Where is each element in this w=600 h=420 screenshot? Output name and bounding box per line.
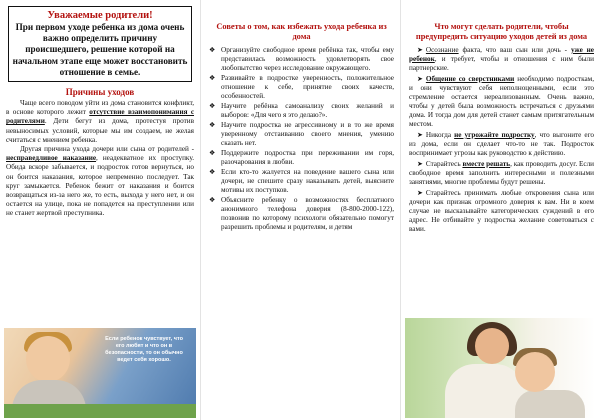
diamond-bullet-icon: ❖ <box>209 121 216 129</box>
tips-list <box>209 46 394 232</box>
prevention-title: Что могут сделать родители, чтобы предупредить ситуацию уходов детей из дома <box>415 22 588 41</box>
arrow-bullet-icon: ➤ <box>417 75 423 83</box>
diamond-bullet-icon: ❖ <box>209 149 216 157</box>
reasons-title: Причины уходов <box>65 87 135 98</box>
reasons-paragraph-1: Чаще всего поводом уйти из дома становится конфликт, в основе которого лежит отсутствие взаимопонимания с родителями. Дети бегут из дома, протестуя против невыносимых условий, которые мы им создаем, не желая считаться с мнением ребенка. <box>6 99 195 144</box>
boy-photo <box>4 328 196 418</box>
list-item: ➤ Осознание факта, что ваш сын или дочь - уже не ребенок, и требует, чтобы и отношения с ним были партнерские. <box>409 46 594 72</box>
list-item: ➤ Старайтесь вместе решать, как проводить досуг. Если свободное время заполнить интересными и полезными занятиями, многие проблемы будут решены. <box>409 160 595 186</box>
list-item: ➤ Никогда не угрожайте подростку, что выгоните его из дома, если он сделает что-то не так. Подросток воспринимает угрозы как руководство к действию. <box>409 131 594 157</box>
reasons-paragraph-2: Другая причина ухода дочери или сына от родителей - несправедливое наказание, неадекватное их проступку. Обида вскоре забывается, и подросток готов вернуться, но он боится наказания, которое непременно последует. Так круг замыкается. Ребенок бежит от наказания и боится возвращаться из-за него же, то есть, выхода у него нет, и он остается на улице, пока не попадется на преступлении или не станет жертвой преступника. <box>6 145 194 218</box>
list-item: ❖ Организуйте свободное время ребёнка так, чтобы ему представилась возможность удовлетворять свое любопытство через исследование окружающего. <box>209 46 394 72</box>
mother-child-photo <box>405 318 595 418</box>
list-item: ❖ Поддержите подростка при переживании им горя, разочарования в любви. <box>209 149 394 166</box>
tips-title: Советы о том, как избежать ухода ребенка из дома <box>216 22 387 41</box>
intro-box <box>8 6 192 82</box>
photo-caption: Если ребенок чувствует, что его любят и что он в безопасности, то он обычно ведет себя хорошо. <box>105 336 183 363</box>
list-item: ➤ Общение со сверстниками необходимо подросткам, и они чувствуют себя неполноценными, если это стремление остается нереализованным. Очень важно, чтобы у детей была возможность встречаться с друзьями дома. И тогда дом для детей станет самым притягательным местом. <box>409 75 594 128</box>
diamond-bullet-icon: ❖ <box>209 46 216 54</box>
column-right <box>400 0 600 420</box>
arrow-bullet-icon: ➤ <box>417 46 423 54</box>
diamond-bullet-icon: ❖ <box>209 196 216 204</box>
list-item: ❖ Научите ребёнка самоанализу своих желаний и выборов: «Для чего я это делаю?». <box>209 102 394 119</box>
arrow-bullet-icon: ➤ <box>417 189 423 197</box>
diamond-bullet-icon: ❖ <box>209 168 216 176</box>
prevention-list <box>409 46 594 234</box>
list-item: ❖ Объясните ребенку о возможностях бесплатного анонимного телефона доверия (8-800-2000-122), позвонив по которому психологи обязательно помогут разрешить проблемы и родителям, и детям <box>209 196 394 231</box>
arrow-bullet-icon: ➤ <box>417 160 423 168</box>
list-item: ❖ Научите подростка не агрессивному и в то же время уверенному отстаиванию своего мнения, умению сказать нет. <box>209 121 394 147</box>
diamond-bullet-icon: ❖ <box>209 102 216 110</box>
arrow-bullet-icon: ➤ <box>417 131 423 139</box>
intro-box-title: Уважаемые родители! <box>47 10 153 21</box>
list-item: ❖ Развивайте в подростке уверенность, положительное отношение к себе, принятие своих качеств, особенностей. <box>209 74 394 100</box>
intro-box-text: При первом уходе ребенка из дома очень важно определить причину происшедшего, решение которой на начальном этапе еще может восстановить отношение в семье. <box>12 22 188 77</box>
list-item: ➤ Старайтесь принимать любые откровения сына или дочери как признак огромного доверия к вам. Ни в коем случае не высказывайте категорических суждений в его адрес. Не отбивайте у подростка желание советоваться с вами. <box>409 189 594 233</box>
column-left <box>0 0 200 420</box>
list-item: ❖ Если кто-то жалуется на поведение вашего сына или дочери, не спешите сразу наказывать детей, выясните мотивы их поступков. <box>209 168 394 194</box>
column-middle <box>200 0 400 420</box>
diamond-bullet-icon: ❖ <box>209 74 216 82</box>
